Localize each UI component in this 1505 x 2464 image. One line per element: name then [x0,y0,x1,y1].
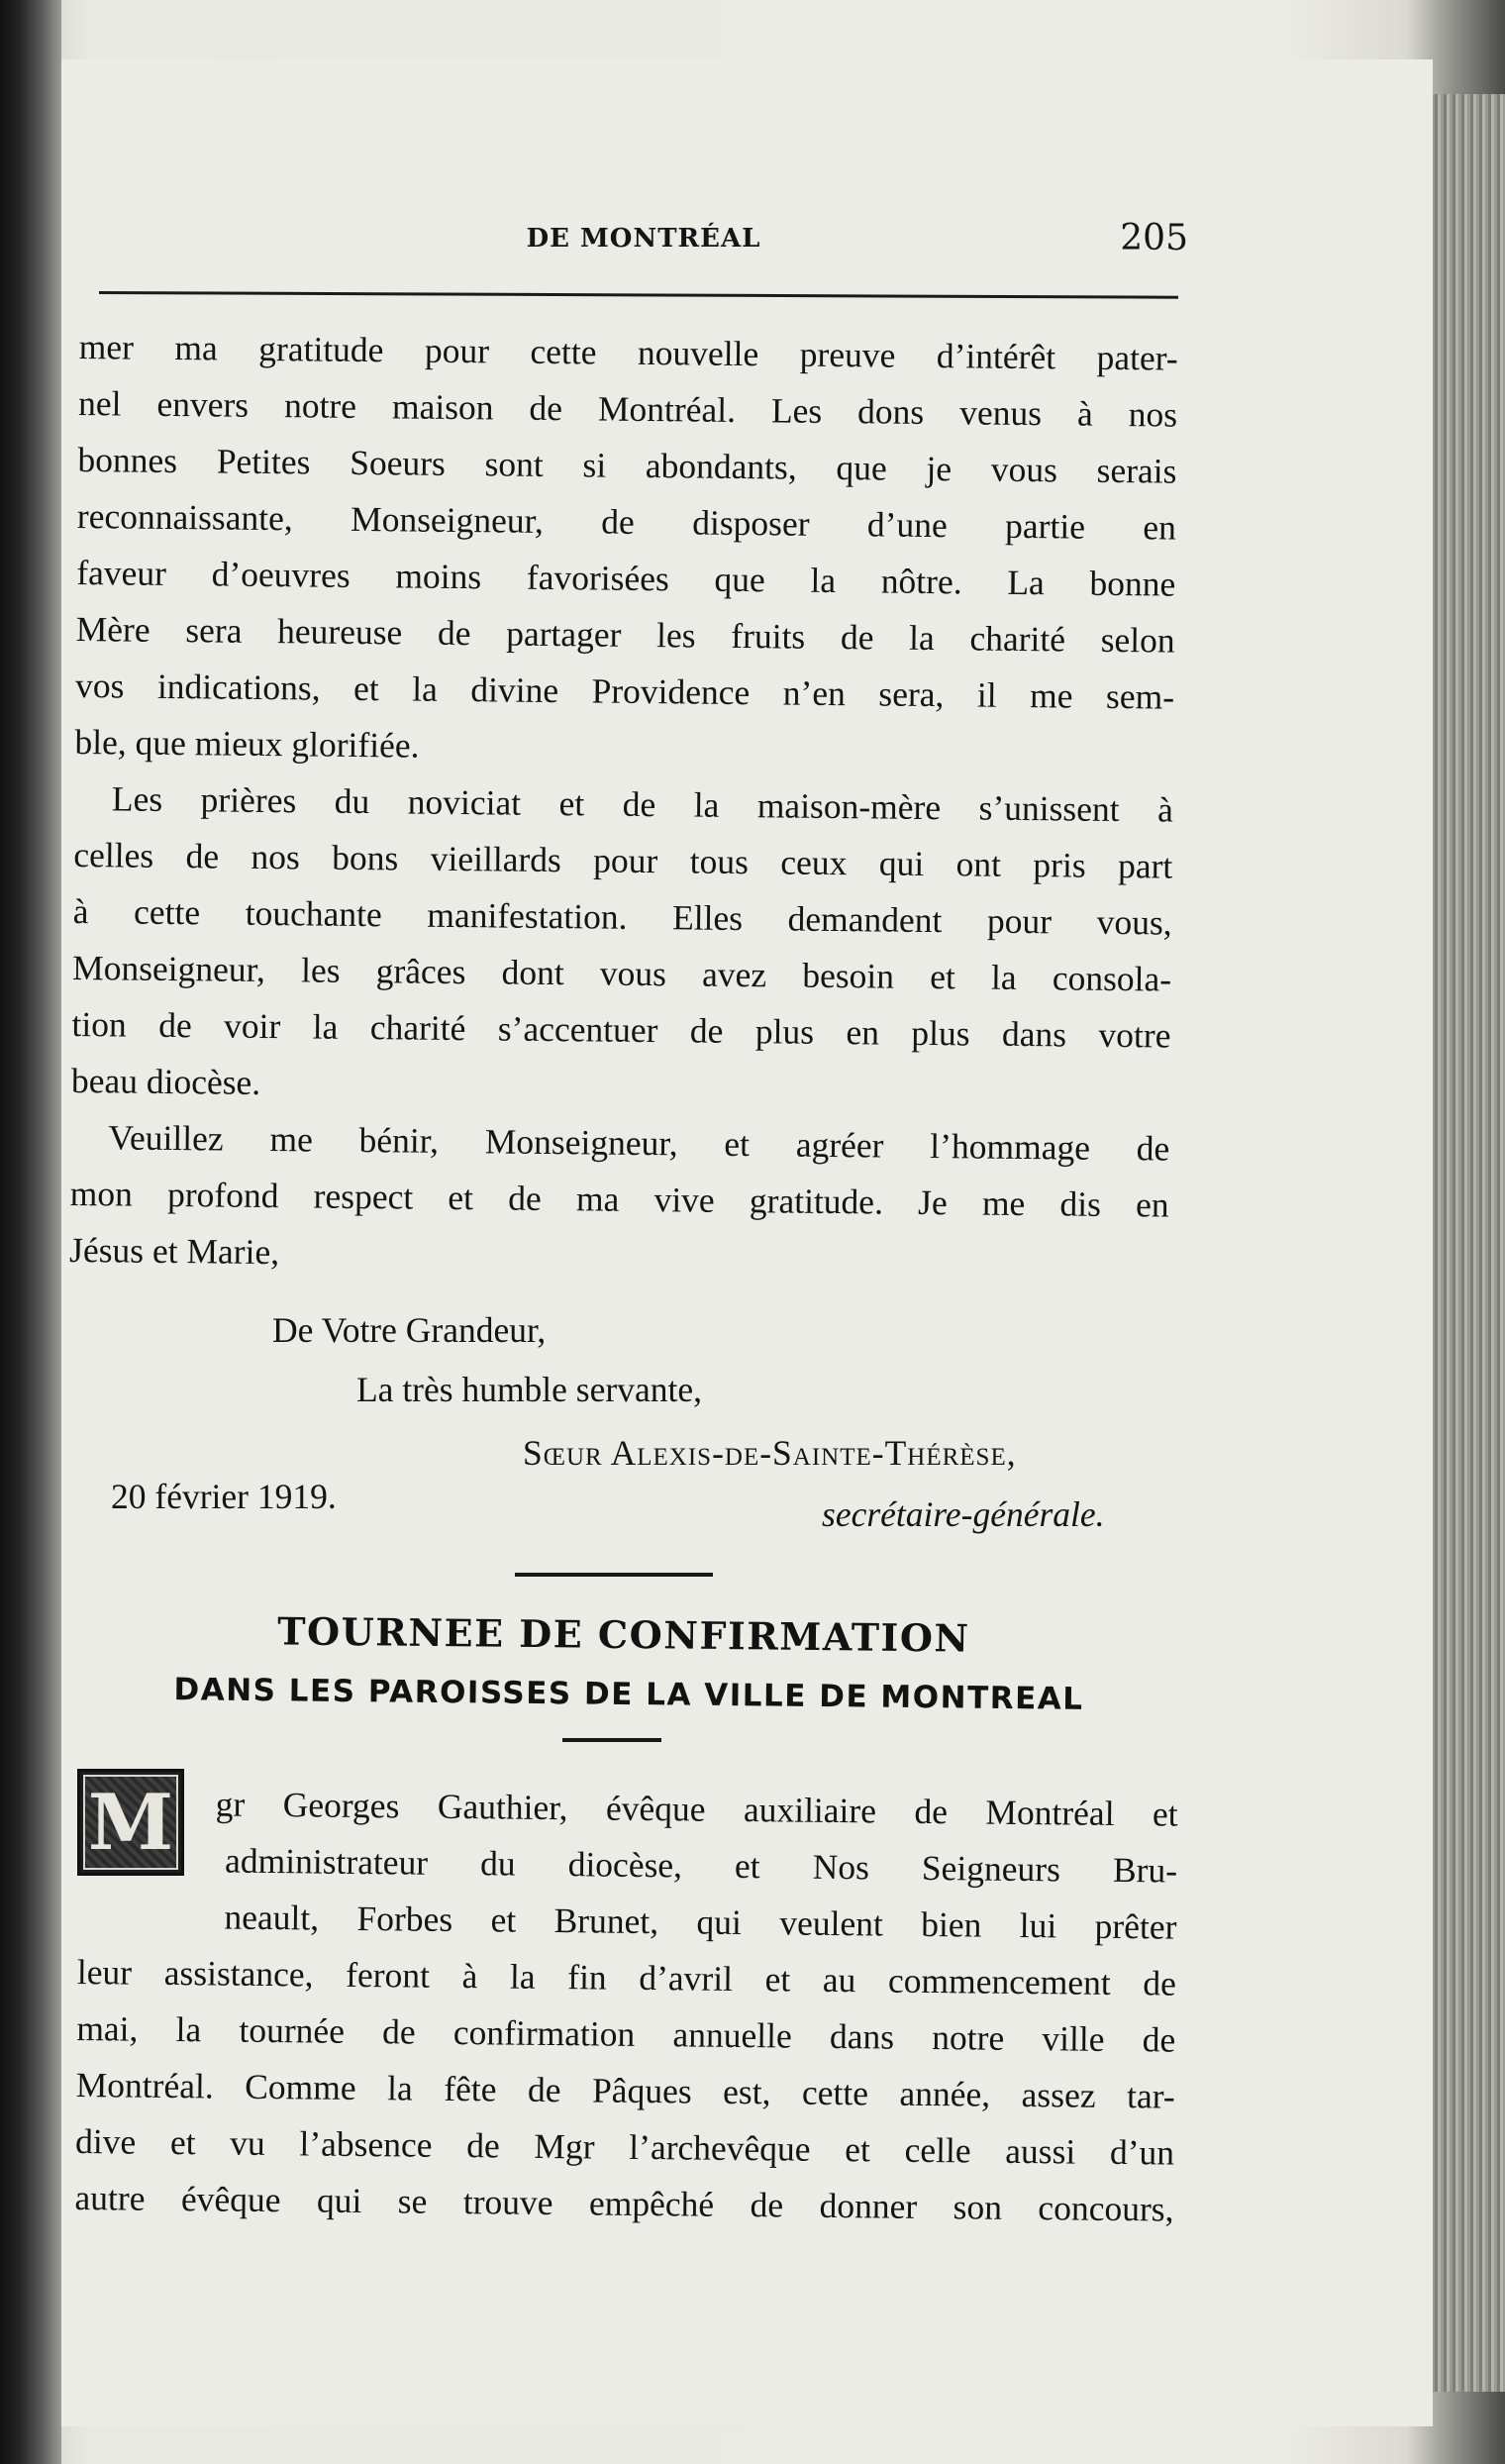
signature-title: secrétaire-générale. [822,1494,1105,1534]
text-line: à cette touchante manifestation. Elles demandent pour vous, [72,890,1172,943]
text-line: gr Georges Gauthier, évêque auxiliaire de Montréal et [215,1784,1178,1834]
section-subtitle: DANS LES PAROISSES DE LA VILLE DE MONTREAL [173,1672,1084,1717]
section-title: TOURNEE DE CONFIRMATION [277,1608,970,1661]
text-line: Jésus et Marie, [68,1229,280,1273]
closing-humble: La très humble servante, [356,1370,702,1409]
text-line: autre évêque qui se trouve empêché de donner son concours, [74,2177,1174,2229]
text-line: nel envers notre maison de Montréal. Les dons venus à nos [77,382,1178,435]
page-number: 205 [1120,218,1188,258]
section-rule-top [515,1573,713,1577]
text-line: faveur d’oeuvres moins favorisées que la nôtre. La bonne [76,552,1176,604]
text-line: bonnes Petites Soeurs sont si abondants, que je vous serais [77,439,1177,491]
closing-salutation: De Votre Grandeur, [272,1310,547,1350]
text-line: dive et vu l’absence de Mgr l’archevêque et celle aussi d’un [74,2120,1175,2173]
running-head: DE MONTRÉAL [526,224,761,254]
letter-body [69,319,1178,1290]
text-line: mer ma gratitude pour cette nouvelle preuve d’intérêt pater- [78,326,1178,378]
page-edge-stack [1426,94,1505,2392]
text-line: vos indications, et la divine Providence n’en sera, il me sem- [74,665,1175,717]
section-body [74,1775,1178,2238]
text-line: celles de nos bons vieillards pour tous ceux qui ont pris part [73,834,1173,886]
section-rule-bottom [562,1738,661,1742]
text-line: mon profond respect et de ma vive gratitude. Je me dis en [69,1173,1169,1225]
text-line: Montréal. Comme la fête de Pâques est, cette année, assez tar- [75,2064,1175,2116]
letter-date: 20 février 1919. [111,1477,337,1516]
text-line: reconnaissante, Monseigneur, de disposer d’une partie en [76,495,1177,548]
text-line: Les prières du noviciat et de la maison-mère s’unissent à [111,778,1174,830]
book-spine-shadow [0,0,61,2464]
text-line: mai, la tournée de confirmation annuelle dans notre ville de [76,2007,1176,2060]
text-line: beau diocèse. [70,1060,261,1102]
signature-name: Sœur Alexis-de-Sainte-Thérèse, [523,1433,1017,1473]
text-line: leur assistance, feront à la fin d’avril et au commencement de [76,1951,1177,2003]
text-line: tion de voir la charité s’accentuer de plus en plus dans votre [71,1003,1171,1056]
text-line: neault, Forbes et Brunet, qui veulent bien lui prêter [224,1897,1177,1947]
text-line: Veuillez me bénir, Monseigneur, et agréer l’hommage de [108,1117,1170,1169]
text-line: Monseigneur, les grâces dont vous avez besoin et la consola- [71,947,1172,999]
drop-cap-letter: M [83,1775,178,1870]
text-line: ble, que mieux glorifiée. [74,721,420,766]
text-line: administrateur du diocèse, et Nos Seigneurs Bru- [224,1840,1178,1891]
text-line: Mère sera heureuse de partager les fruits de la charité selon [75,608,1175,661]
